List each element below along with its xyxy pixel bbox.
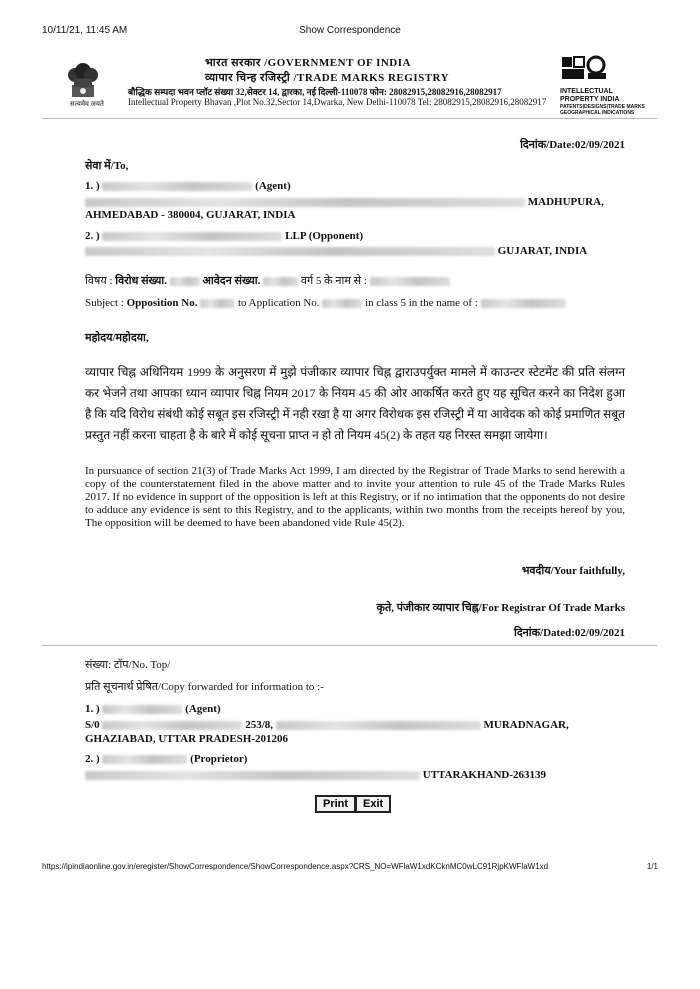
print-title: Show Correspondence <box>299 25 401 36</box>
redacted-address <box>276 721 481 730</box>
addressee-1 <box>85 180 291 192</box>
letter-date: दिनांक/Date:02/09/2021 <box>520 139 625 151</box>
copy-recipient-1 <box>85 703 221 715</box>
subject-english <box>85 297 566 309</box>
paragraph-hindi: व्यापार चिह्न अधिनियम 1999 के अनुसरण में मुझे पंजीकार व्यापार चिह्न द्वाराउपर्युक्त मामले में काउन्टर स्टेटमेंट की प्रति संलग्न कर भेजने तथा आपका ध्यान व्यापार चिह्न नियम 2017 के नियम 45 की ओर आकर्षित करते हुए यह सूचित करने का निदेश हुआ है कि यदि विरोध संबंधी कोई सबूत इस रजिस्ट्री में नही रखा है या अगर विरोधक इस रजिस्ट्री में या आवेदक को कोई प्रमाणित सबूत प्रस्तुत नहीं करना चाहता है के बारे में कोई सूचना प्राप्त न हो तो नियम 45(2) के तहत यह निरस्त समझा जायेगा। <box>85 365 625 442</box>
addressee-1-prefix: 1. ) <box>85 180 100 192</box>
redacted-address <box>85 771 420 780</box>
addressee-2-prefix: 2. ) <box>85 230 100 242</box>
copy-2-prefix: 2. ) <box>85 753 100 765</box>
subject-hindi-opposition: विरोध संख्या. <box>115 275 167 287</box>
print-url: https://ipindiaonline.gov.in/eregister/ShowCorrespondence/ShowCorrespondence.aspx?CRS_NO=WFlaW1xdKCknMC0wLC91RjpKWFlaW1xd <box>42 862 549 871</box>
logo-text-4: GEOGRAPHICAL INDICATIONS <box>560 110 635 116</box>
salutation: महोदय/महोदया, <box>85 332 149 344</box>
copy-recipient-2 <box>85 753 247 765</box>
copy-recipient-1-address <box>85 719 569 731</box>
exit-button[interactable]: Exit <box>355 795 391 813</box>
header-registry-line: व्यापार चिन्ह रजिस्ट्री /TRADE MARKS REGISTRY <box>205 72 450 84</box>
copy-1-so: S/0 <box>85 719 100 731</box>
addressee-1-line2: AHMEDABAD - 380004, GUJARAT, INDIA <box>85 209 296 221</box>
subject-hindi-label: विषय : <box>85 275 113 287</box>
copy-1-role: (Agent) <box>185 703 221 715</box>
logo-text-1: INTELLECTUAL <box>560 88 613 95</box>
copy-forwarded-label: प्रति सूचनार्थ प्रेषित/Copy forwarded for information to :- <box>85 681 324 693</box>
to-label: सेवा में/To, <box>85 160 129 172</box>
print-page-number: 1/1 <box>646 862 658 871</box>
section-divider <box>42 645 657 646</box>
subject-english-application: to Application No. <box>237 297 320 309</box>
redacted-address <box>85 247 495 256</box>
copy-number: संख्या: टॉप/No. Top/ <box>85 659 171 671</box>
redacted-name <box>102 232 282 241</box>
logo-text-2: PROPERTY INDIA <box>560 96 620 103</box>
copy-1-no: 253/8, <box>245 719 273 731</box>
header-divider <box>42 118 657 119</box>
print-datetime: 10/11/21, 11:45 AM <box>42 25 128 36</box>
redacted-name <box>102 182 252 191</box>
ip-india-logo <box>560 55 650 115</box>
addressee-2-role: LLP (Opponent) <box>285 230 364 242</box>
print-button[interactable]: Print <box>315 795 356 813</box>
copy-1-prefix: 1. ) <box>85 703 100 715</box>
redacted-address <box>85 198 525 207</box>
redacted-number <box>170 277 200 286</box>
redacted-name <box>481 299 566 308</box>
copy-1-city: MURADNAGAR, <box>483 719 569 731</box>
subject-english-label: Subject : <box>85 297 124 309</box>
emblem-motto: सत्यमेव जयते <box>70 100 104 108</box>
paragraph-english: In pursuance of section 21(3) of Trade Marks Act 1999, I am directed by the Registrar of Trade Marks to send herewith a copy of the counterstatement filed in the above matter and to invite your attention to rule 45 of the Trade Marks Rules 2017. If no evidence in support of the opposition is left at this Registry, or if no intimation that the opponents do not desire to adduce any evidence is sent to this Registry, and to the applicants, within two months from the receipts hereof by you, The opposition will be deemed to have been abandoned vide Rule 45(2). <box>85 465 625 529</box>
subject-english-opposition: Opposition No. <box>126 297 198 309</box>
subject-hindi-class: वर्ग 5 के नाम से : <box>300 275 367 287</box>
copy-2-role: (Proprietor) <box>190 753 248 765</box>
header-gov-line: भारत सरकार /GOVERNMENT OF INDIA <box>205 57 411 69</box>
copy-recipient-2-address <box>85 769 546 781</box>
subject-hindi <box>85 273 450 288</box>
redacted-name <box>102 721 242 730</box>
addressee-2 <box>85 230 363 242</box>
redacted-number <box>322 299 362 308</box>
copy-recipient-1-line2: GHAZIABAD, UTTAR PRADESH-201206 <box>85 733 289 745</box>
addressee-2-address <box>85 245 587 257</box>
ip-india-logo-icon <box>560 55 610 83</box>
redacted-name <box>102 755 187 764</box>
addressee-1-city: MADHUPURA, <box>527 196 604 208</box>
addressee-2-state: GUJARAT, INDIA <box>497 245 588 257</box>
addressee-1-address <box>85 196 604 208</box>
signoff-registrar: कृते, पंजीकार व्यापार चिह्न/For Registrar Of Trade Marks <box>376 602 625 614</box>
subject-english-class: in class 5 in the name of : <box>365 297 478 309</box>
redacted-name <box>102 705 182 714</box>
copy-2-state: UTTARAKHAND-263139 <box>422 769 546 781</box>
subject-hindi-application: आवेदन संख्या. <box>202 275 261 287</box>
signoff-faithfully: भवदीय/Your faithfully, <box>521 565 625 577</box>
redacted-name <box>370 277 450 286</box>
header-address-hindi: बौद्धिक सम्पदा भवन प्लॉट संख्या 32,सेक्टर 14, द्वारका, नई दिल्ली-110078 फोन: 28082915,28082916,28082917 <box>128 87 502 97</box>
addressee-1-role: (Agent) <box>255 180 291 192</box>
redacted-number <box>263 277 298 286</box>
header-address-english: Intellectual Property Bhavan ,Plot No.32,Sector 14,Dwarka, New Delhi-110078 Tel: 28082915,28082916,28082917 <box>128 97 547 107</box>
logo-text-3: PATENTS|DESIGNS|TRADE MARKS <box>560 104 645 110</box>
redacted-number <box>200 299 235 308</box>
signoff-dated: दिनांक/Dated:02/09/2021 <box>513 627 625 639</box>
